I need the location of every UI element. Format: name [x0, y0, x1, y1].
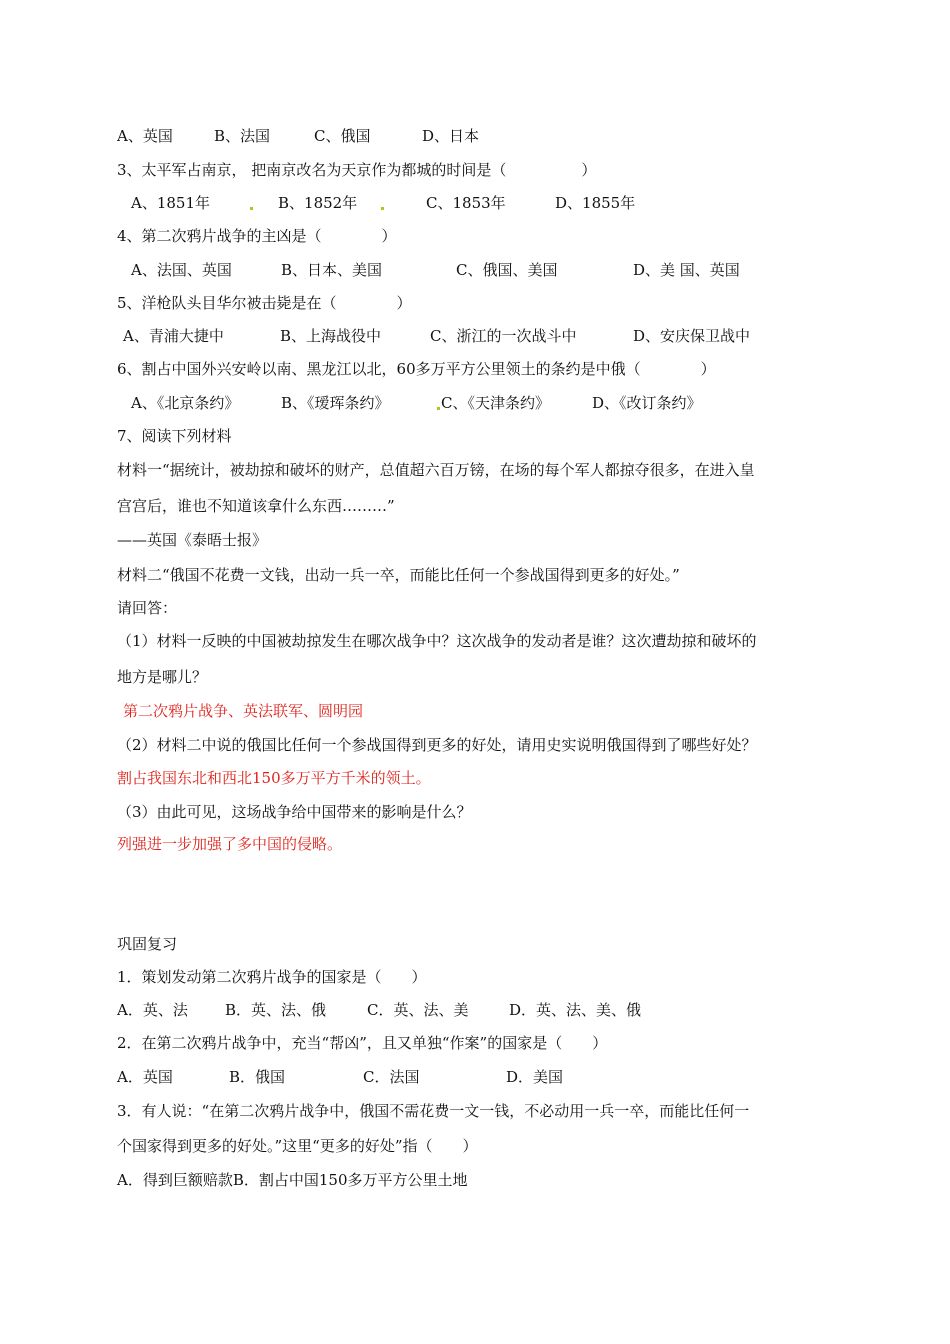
review-q1-option-d: D．英、法、美、俄 [509, 1001, 642, 1019]
q2-option-d: D、日本 [422, 127, 480, 145]
q7-sub1-line1: （1）材料一反映的中国被劫掠发生在哪次战争中？这次战争的发动者是谁？这次遭劫掠和破坏的 [117, 632, 757, 650]
review-q1-option-a: A．英、法 [117, 1001, 188, 1019]
q5-stem: 5、洋枪队头目华尔被击毙是在（ ） [117, 294, 412, 312]
q5-option-c: C、浙江的一次战斗中 [430, 327, 577, 345]
q6-option-a: A、《北京条约》 [131, 394, 240, 412]
q5-options [123, 326, 783, 346]
q7-material1-line2: 宫宫后，谁也不知道该拿什么东西………” [117, 497, 395, 515]
review-q1-option-c: C．英、法、美 [367, 1001, 469, 1019]
q4-option-c: C、俄国、美国 [456, 261, 558, 279]
q7-sub3-answer: 列强进一步加强了多中国的侵略。 [117, 835, 343, 853]
q6-option-b: B、《瑷珲条约》 [281, 394, 390, 412]
q5-option-b: B、上海战役中 [280, 327, 382, 345]
q6-option-c: C、《天津条约》 [441, 394, 550, 412]
q4-option-b: B、日本、美国 [281, 261, 383, 279]
q4-options [131, 260, 771, 280]
q3-stem: 3、太平军占南京， 把南京改名为天京作为都城的时间是（ ） [117, 161, 597, 179]
q7-sub3: （3）由此可见，这场战争给中国带来的影响是什么？ [117, 803, 472, 821]
review-title: 巩固复习 [117, 935, 178, 953]
q2-option-b: B、法国 [214, 127, 271, 145]
q6-stem: 6、割占中国外兴安岭以南、黑龙江以北，60多万平方公里领土的条约是中俄（ ） [117, 360, 716, 378]
review-q3-options: A．得到巨额赔款B．割占中国150多万平方公里土地 [117, 1171, 468, 1189]
review-q3-line2: 个国家得到更多的好处。”这里“更多的好处”指（ ） [117, 1137, 478, 1155]
q2-option-a: A、英国 [117, 127, 173, 145]
review-q2-options [117, 1067, 597, 1087]
review-q1-options [117, 1000, 677, 1020]
q3-option-d: D、1855年 [555, 194, 636, 212]
q7-sub2: （2）材料二中说的俄国比任何一个参战国得到更多的好处，请用史实说明俄国得到了哪些好处？ [117, 736, 757, 754]
q7-sub2-answer: 割占我国东北和西北150多万平方千米的领土。 [117, 769, 431, 787]
review-q1-option-b: B．英、法、俄 [225, 1001, 327, 1019]
q7-material1-source: ——英国《泰晤士报》 [117, 531, 268, 549]
q3-options [131, 193, 651, 213]
q4-stem: 4、第二次鸦片战争的主凶是（ ） [117, 227, 397, 245]
q3-option-c: C、1853年 [426, 194, 506, 212]
scan-speck [250, 207, 253, 210]
review-q2-stem: 2．在第二次鸦片战争中，充当“帮凶”，且又单独“作案”的国家是（ ） [117, 1034, 608, 1052]
review-q2-option-d: D．美国 [506, 1068, 564, 1086]
q7-prompt: 请回答： [117, 599, 178, 617]
q4-option-d: D、美 国、英国 [633, 261, 740, 279]
scan-speck [381, 207, 384, 210]
q2-option-c: C、俄国 [314, 127, 371, 145]
q3-option-a: A、1851年 [131, 194, 211, 212]
q7-sub1-line2: 地方是哪儿？ [117, 668, 208, 686]
q3-option-b: B、1852年 [278, 194, 358, 212]
review-q2-option-c: C．法国 [363, 1068, 420, 1086]
q5-option-a: A、青浦大捷中 [123, 327, 224, 345]
q7-material1-line1: 材料一“据统计，被劫掠和破坏的财产，总值超六百万镑，在场的每个军人都掠夺很多，在进入皇 [117, 461, 755, 479]
q7-material2: 材料二“俄国不花费一文钱，出动一兵一卒，而能比任何一个参战国得到更多的好处。” [117, 566, 680, 584]
q5-option-d: D、安庆保卫战中 [633, 327, 751, 345]
q6-option-d: D、《改订条约》 [592, 394, 702, 412]
q7-title: 7、阅读下列材料 [117, 427, 232, 445]
review-q3-line1: 3．有人说：“在第二次鸦片战争中，俄国不需花费一文一钱，不必动用一兵一卒，而能比任何一 [117, 1102, 750, 1120]
q4-option-a: A、法国、英国 [131, 261, 232, 279]
scan-speck [437, 407, 440, 410]
q6-options [131, 393, 731, 413]
review-q2-option-a: A．英国 [117, 1068, 173, 1086]
review-q1-stem: 1．策划发动第二次鸦片战争的国家是（ ） [117, 968, 427, 986]
q2-options [117, 126, 597, 146]
review-q2-option-b: B．俄国 [229, 1068, 286, 1086]
q7-sub1-answer: 第二次鸦片战争、英法联军、圆明园 [123, 702, 364, 720]
